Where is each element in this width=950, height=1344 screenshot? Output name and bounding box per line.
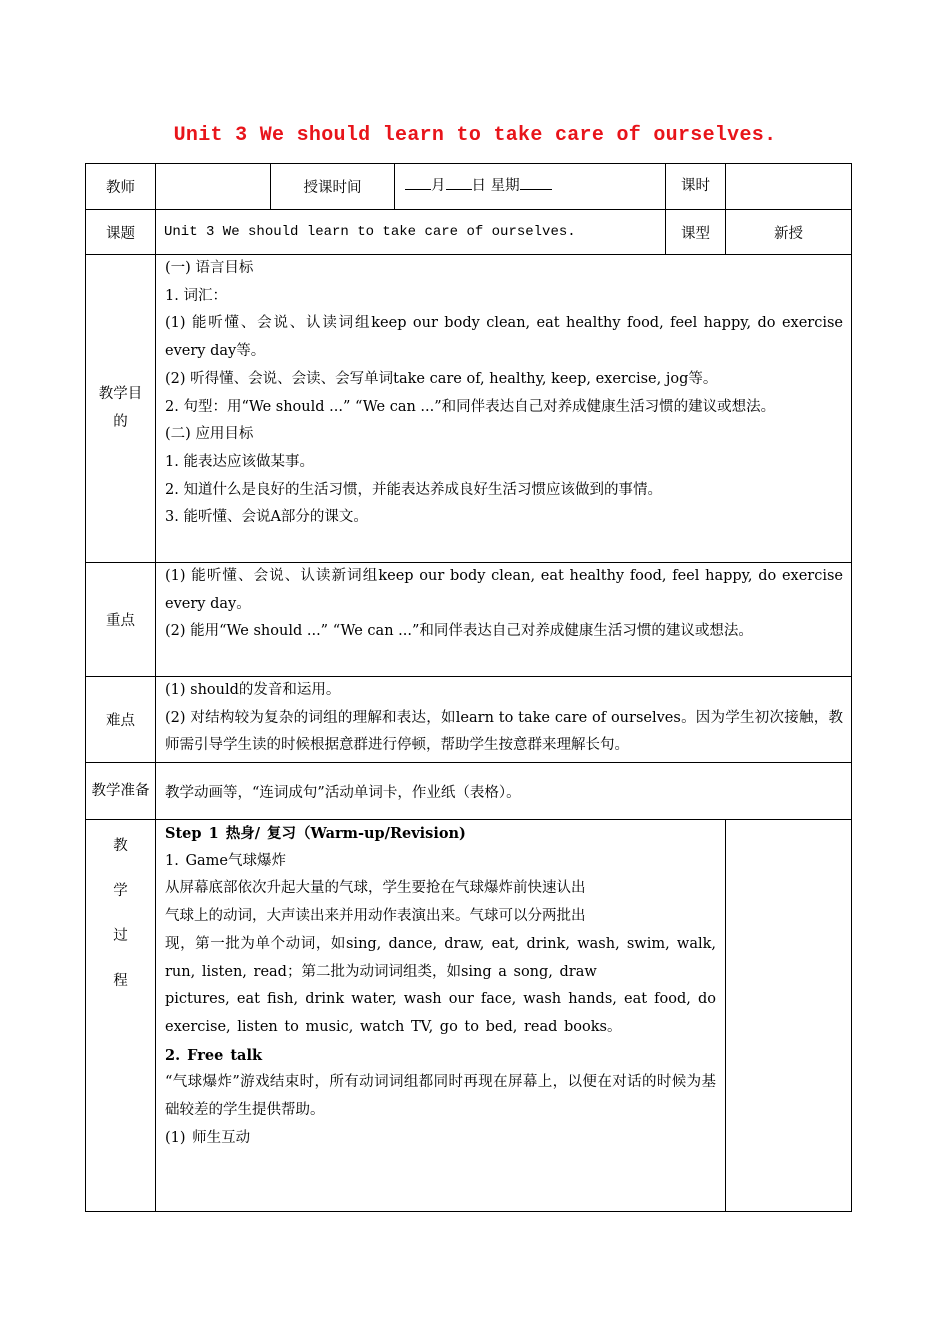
objectives-row xyxy=(86,255,852,563)
game-heading: 1. Game气球爆炸 xyxy=(165,852,287,869)
key-points-line: (1) 能听懂、会说、认读新词组keep our body clean, eat healthy food, feel happy, do exercise every day。 xyxy=(165,568,843,612)
difficulties-content xyxy=(156,677,852,763)
type-label: 课型 xyxy=(666,210,726,255)
process-label xyxy=(86,820,156,1212)
objectives-line: (一) 语言目标 xyxy=(165,260,254,276)
objectives-line: (二) 应用目标 xyxy=(165,426,254,443)
month-label: 月 xyxy=(431,178,446,194)
key-points-content xyxy=(156,563,852,677)
objectives-line: (1) 能听懂、会说、认读词组keep our body clean, eat healthy food, feel happy, do exercise every day等。 xyxy=(165,315,843,360)
document-title: Unit 3 We should learn to take care of ourselves. xyxy=(173,124,777,147)
process-content xyxy=(156,820,726,1212)
lesson-plan-table xyxy=(85,163,852,1212)
date-cell xyxy=(395,164,666,210)
week-blank xyxy=(520,175,552,190)
objectives-line: 1. 词汇： xyxy=(165,287,227,304)
game-line: 气球上的动词，大声读出来并用动作表演出来。气球可以分两批出 xyxy=(165,908,586,925)
day-label: 日 xyxy=(471,178,486,194)
process-label-char: 教 xyxy=(113,838,128,854)
difficulties-line: (1) should的发音和运用。 xyxy=(165,682,341,698)
teacher-label: 教师 xyxy=(86,164,156,210)
period-value xyxy=(726,164,852,210)
objectives-content xyxy=(156,255,852,563)
topic-label: 课题 xyxy=(86,210,156,255)
key-points-line: (2) 能用“We should ...” “We can ...”和同伴表达自己对养成健康生活习惯的建议或想法。 xyxy=(165,623,753,640)
difficulties-row xyxy=(86,677,852,763)
preparation-label: 教学准备 xyxy=(86,763,156,820)
game-line: 现，第一批为单个动词，如sing, dance, draw, eat, drink, wash, swim, walk, run, listen, read；第二批为动词词组类，如sing a song, draw xyxy=(165,935,716,980)
process-label-char: 程 xyxy=(113,973,128,989)
topic-value: Unit 3 We should learn to take care of ourselves. xyxy=(156,210,666,255)
step1-heading: Step 1 热身/ 复习（Warm-up/Revision) xyxy=(165,825,466,842)
objectives-line: 3. 能听懂、会说A部分的课文。 xyxy=(165,509,368,526)
game-line: pictures, eat fish, drink water, wash our face, wash hands, eat food, do exercise, listen to music, watch TV, go to bed, read books。 xyxy=(165,991,716,1035)
key-points-row xyxy=(86,563,852,677)
process-notes xyxy=(726,820,852,1212)
time-label: 授课时间 xyxy=(271,164,395,210)
objectives-line: 1. 能表达应该做某事。 xyxy=(165,453,314,470)
sub-heading: (1) 师生互动 xyxy=(165,1129,251,1146)
preparation-content: 教学动画等，“连词成句”活动单词卡，作业纸（表格）。 xyxy=(156,763,852,820)
objectives-line: 2. 句型：用“We should ...” “We can ...”和同伴表达自己对养成健康生活习惯的建议或想法。 xyxy=(165,398,776,415)
header-row xyxy=(86,164,852,210)
difficulties-line: (2) 对结构较为复杂的词组的理解和表达，如learn to take care of ourselves。因为学生初次接触，教师需引导学生读的时候根据意群进行停顿，帮助学生按意群来理解长句。 xyxy=(165,709,843,754)
objectives-line: 2. 知道什么是良好的生活习惯，并能表达养成良好生活习惯应该做到的事情。 xyxy=(165,481,662,498)
week-label: 星期 xyxy=(490,178,520,194)
key-points-label: 重点 xyxy=(86,563,156,677)
free-talk-heading: 2. Free talk xyxy=(165,1046,263,1064)
objectives-label: 教学目的 xyxy=(86,255,156,563)
preparation-row xyxy=(86,763,852,820)
month-blank xyxy=(405,175,431,190)
process-label-char: 过 xyxy=(113,928,128,944)
period-label: 课时 xyxy=(666,164,726,210)
teacher-value xyxy=(156,164,271,210)
difficulties-label: 难点 xyxy=(86,677,156,763)
objectives-line: (2) 听得懂、会说、会读、会写单词take care of, healthy, keep, exercise, jog等。 xyxy=(165,370,718,387)
day-blank xyxy=(446,175,472,190)
process-row xyxy=(86,820,852,1212)
process-label-char: 学 xyxy=(113,883,128,899)
topic-row xyxy=(86,210,852,255)
free-talk-text: “气球爆炸”游戏结束时，所有动词词组都同时再现在屏幕上，以便在对话的时候为基础较差的学生提供帮助。 xyxy=(165,1074,716,1119)
game-line: 从屏幕底部依次升起大量的气球，学生要抢在气球爆炸前快速认出 xyxy=(165,880,586,897)
type-value: 新授 xyxy=(726,210,852,255)
